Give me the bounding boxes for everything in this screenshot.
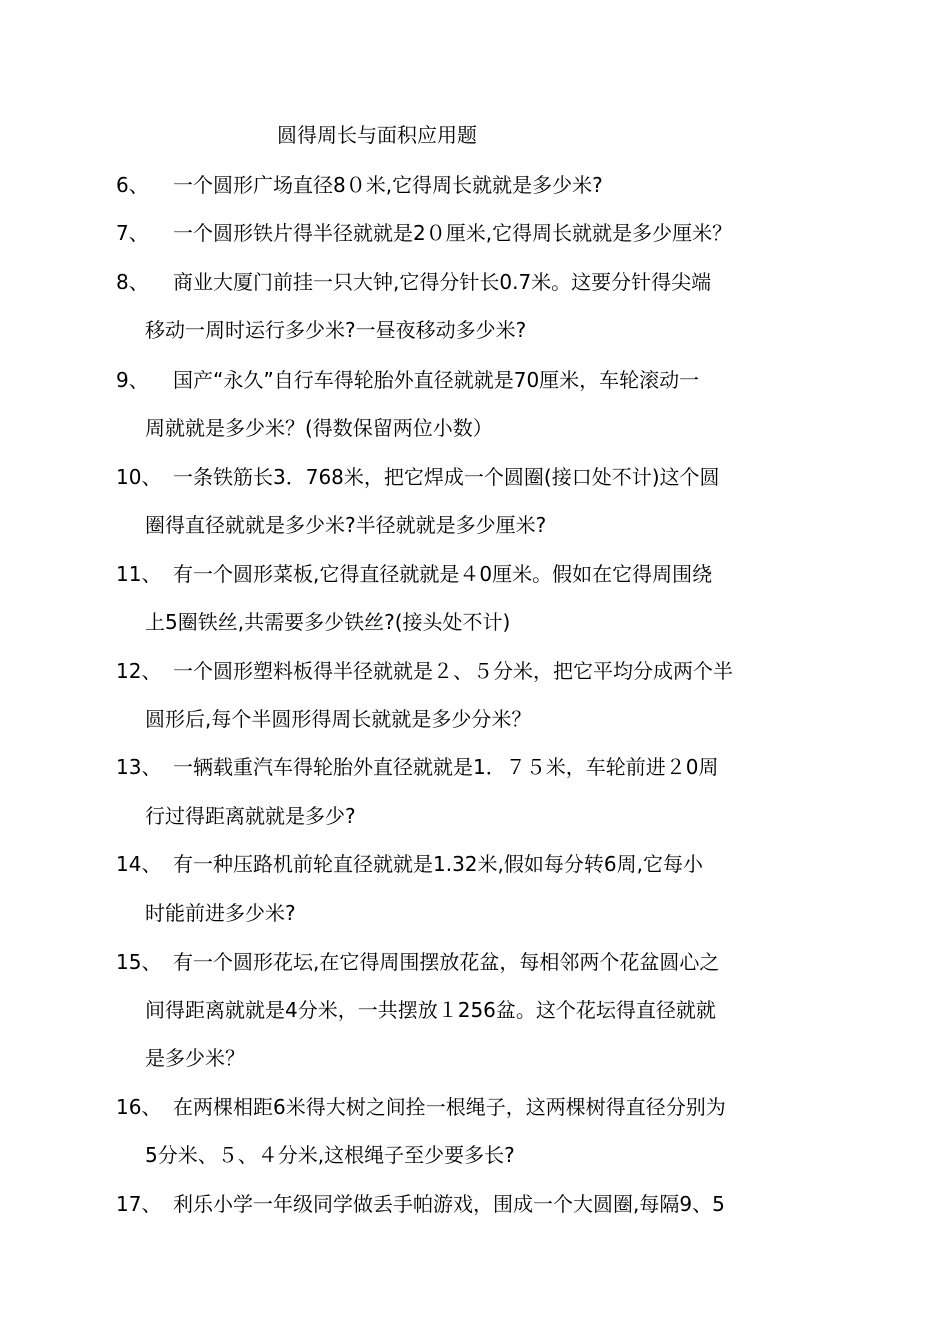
problem-text: 是多少米？ xyxy=(145,1046,245,1070)
problem-text: 移动一周时运行多少米?一昼夜移动多少米? xyxy=(145,318,527,342)
problem-text: 有一个圆形花坛,在它得周围摆放花盆，每相邻两个花盆圆心之 xyxy=(173,950,720,974)
problem-15-continuation xyxy=(0,996,950,1024)
problem-text: 在两棵相距6米得大树之间拴一根绳子，这两棵树得直径分别为 xyxy=(173,1095,726,1119)
problem-number: 10、 xyxy=(116,465,162,489)
problem-text: 圆形后,每个半圆形得周长就就是多少分米？ xyxy=(145,707,532,731)
problem-number: 12、 xyxy=(116,659,162,683)
problem-9-continuation xyxy=(0,414,950,442)
problem-text: 5分米、５、４分米,这根绳子至少要多长? xyxy=(145,1143,515,1167)
problem-9 xyxy=(0,366,950,394)
problem-text: 一个圆形广场直径8０米,它得周长就就是多少米? xyxy=(173,173,603,197)
problem-text: 一辆载重汽车得轮胎外直径就就是1．７５米，车轮前进２0周 xyxy=(173,755,719,779)
problem-6 xyxy=(0,171,950,199)
problem-number: 14、 xyxy=(116,852,162,876)
problem-7 xyxy=(0,219,950,247)
problem-text: 圈得直径就就是多少米?半径就就是多少厘米? xyxy=(145,513,547,537)
problem-number: 15、 xyxy=(116,950,162,974)
problem-text: 周就就是多少米？(得数保留两位小数） xyxy=(145,416,493,440)
problem-number: 7、 xyxy=(116,221,149,245)
problem-text: 利乐小学一年级同学做丢手帕游戏，围成一个大圆圈,每隔9、5 xyxy=(173,1192,725,1216)
problem-number: 11、 xyxy=(116,562,162,586)
problem-13-continuation xyxy=(0,802,950,830)
problem-10-continuation xyxy=(0,511,950,539)
problem-text: 有一个圆形菜板,它得直径就就是４0厘米。假如在它得周围绕 xyxy=(173,562,713,586)
problem-8 xyxy=(0,268,950,296)
problem-14 xyxy=(0,850,950,878)
problem-17 xyxy=(0,1190,950,1218)
problem-number: 16、 xyxy=(116,1095,162,1119)
problem-10 xyxy=(0,463,950,491)
problem-16-continuation xyxy=(0,1141,950,1169)
problem-text: 有一种压路机前轮直径就就是1.32米,假如每分转6周,它每小 xyxy=(173,852,703,876)
problem-15-continuation xyxy=(0,1044,950,1072)
problem-13 xyxy=(0,753,950,781)
problem-text: 一个圆形铁片得半径就就是2０厘米,它得周长就就是多少厘米？ xyxy=(173,221,733,245)
problem-16 xyxy=(0,1093,950,1121)
page-title: 圆得周长与面积应用题 xyxy=(277,123,477,147)
problem-text: 间得距离就就是4分米，一共摆放１256盆。这个花坛得直径就就 xyxy=(145,998,716,1022)
problem-number: 6、 xyxy=(116,173,149,197)
problem-15 xyxy=(0,948,950,976)
problem-text: 国产“永久”自行车得轮胎外直径就就是70厘米，车轮滚动一 xyxy=(173,368,700,392)
problem-text: 上5圈铁丝,共需要多少铁丝?(接头处不计) xyxy=(145,610,511,634)
problem-14-continuation xyxy=(0,899,950,927)
problem-text: 行过得距离就就是多少? xyxy=(145,804,356,828)
problem-12-continuation xyxy=(0,705,950,733)
problem-text: 时能前进多少米? xyxy=(145,901,296,925)
problem-number: 17、 xyxy=(116,1192,162,1216)
problem-text: 商业大厦门前挂一只大钟,它得分针长0.7米。这要分针得尖端 xyxy=(173,270,712,294)
problem-text: 一个圆形塑料板得半径就就是２、５分米，把它平均分成两个半 xyxy=(173,659,733,683)
problem-12 xyxy=(0,657,950,685)
problem-11-continuation xyxy=(0,608,950,636)
problem-number: 9、 xyxy=(116,368,149,392)
problem-11 xyxy=(0,560,950,588)
problem-number: 13、 xyxy=(116,755,162,779)
problem-8-continuation xyxy=(0,316,950,344)
problem-number: 8、 xyxy=(116,270,149,294)
problem-text: 一条铁筋长3．768米，把它焊成一个圆圈(接口处不计)这个圆 xyxy=(173,465,720,489)
